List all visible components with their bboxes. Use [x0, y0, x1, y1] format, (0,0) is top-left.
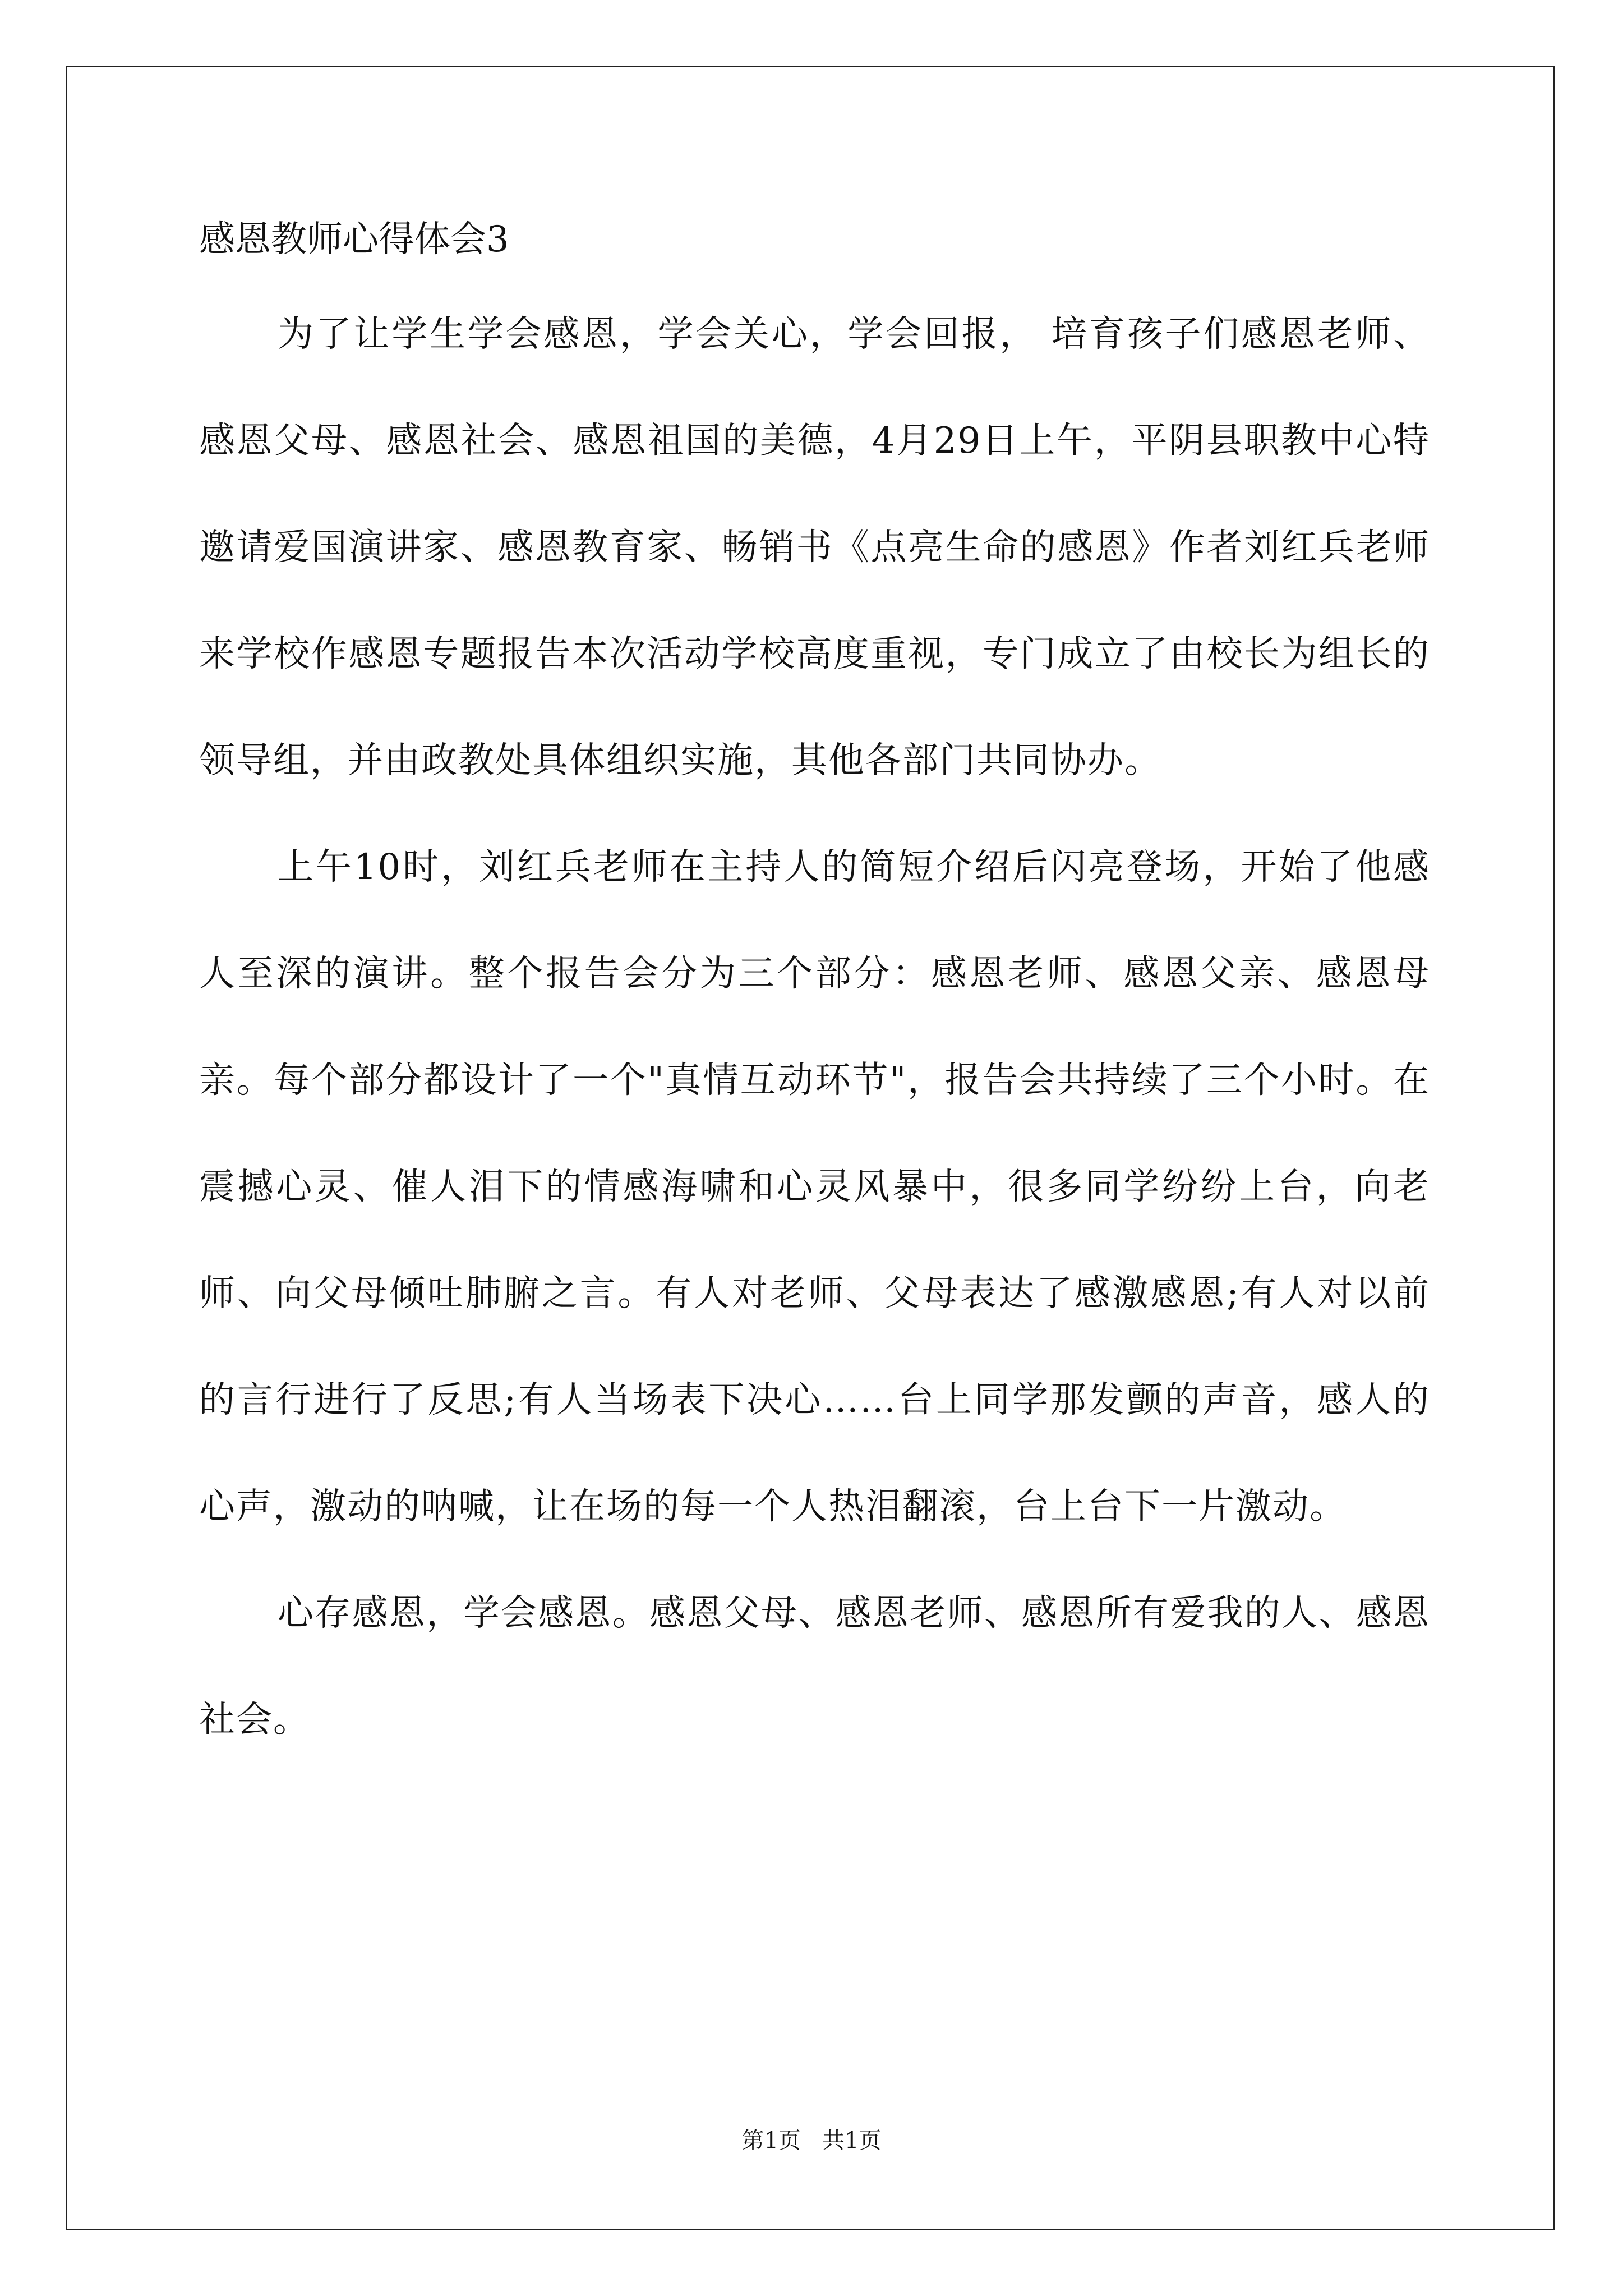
document-title: 感恩教师心得体会3	[199, 219, 509, 260]
paragraph-3: 心存感恩，学会感恩。感恩父母、感恩老师、感恩所有爱我的人、感恩社会。	[199, 1593, 1430, 1741]
document-body	[199, 219, 1430, 1773]
paragraph-2: 上午10时，刘红兵老师在主持人的简短介绍后闪亮登场，开始了他感人至深的演讲。整个报告会分为三个部分：感恩老师、感恩父亲、感恩母亲。每个部分都设计了一个"真情互动环节"，报告会共持续了三个小时。在震撼心灵、催人泪下的情感海啸和心灵风暴中，很多同学纷纷上台，向老师、向父母倾吐肺腑之言。有人对老师、父母表达了感激感恩;有人对以前的言行进行了反思;有人当场表下决心……台上同学那发颤的声音，感人的心声，激动的呐喊，让在场的每一个人热泪翻滚，台上台下一片激动。	[199, 846, 1430, 1527]
page-footer: 第1页 共1页	[741, 2128, 882, 2154]
paragraph-1: 为了让学生学会感恩，学会关心，学会回报， 培育孩子们感恩老师、感恩父母、感恩社会、感恩祖国的美德，4月29日上午，平阴县职教中心特邀请爱国演讲家、感恩教育家、畅销书《点亮生命的感恩》作者刘红兵老师来学校作感恩专题报告本次活动学校高度重视，专门成立了由校长为组长的领导组，并由政教处具体组织实施，其他各部门共同协办。	[199, 314, 1430, 781]
